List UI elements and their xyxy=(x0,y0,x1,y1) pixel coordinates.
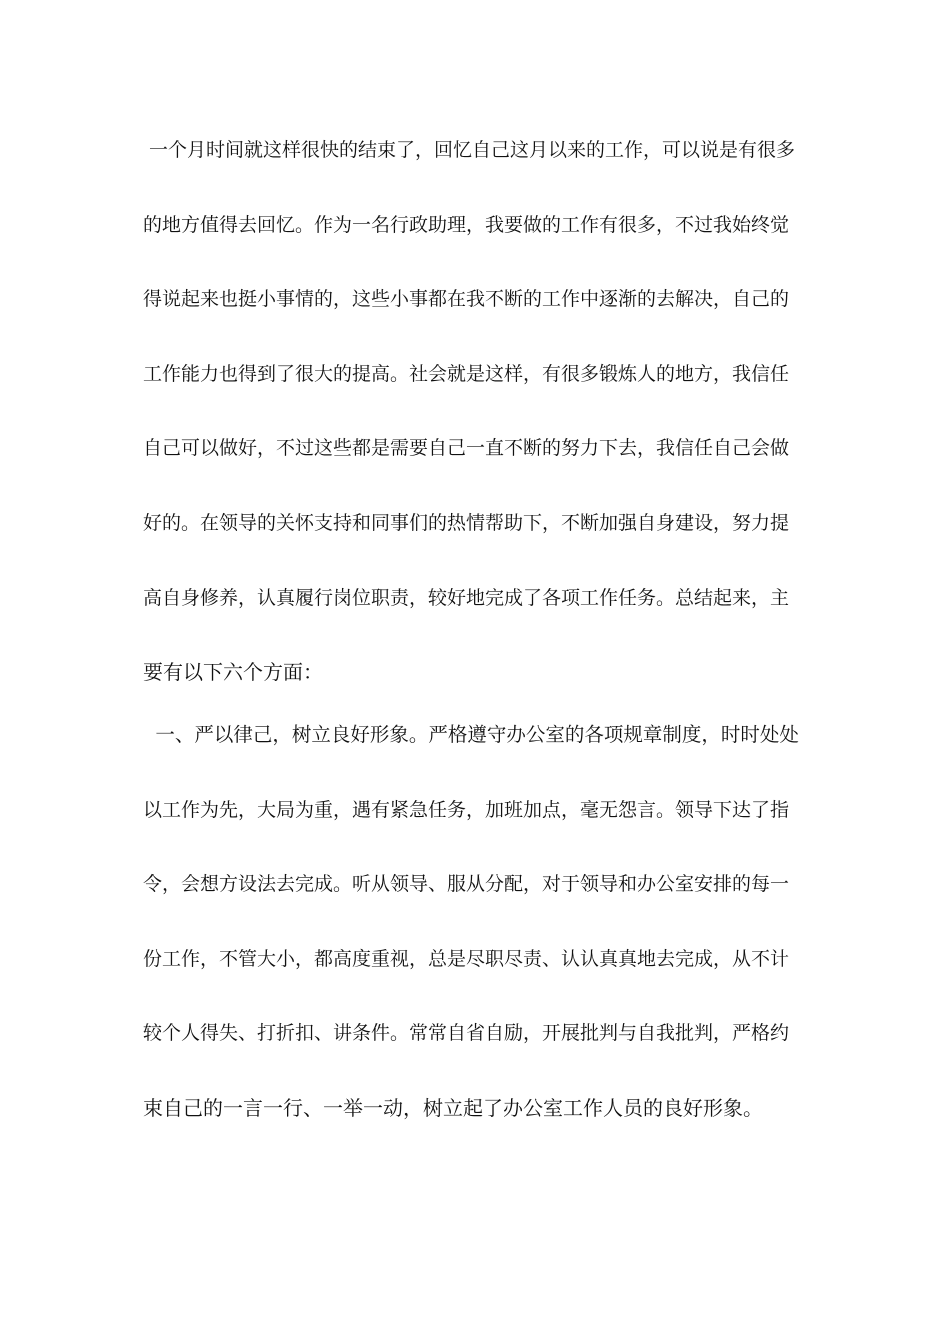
text-line: 高自身修养，认真履行岗位职责，较好地完成了各项工作任务。总结起来，主 xyxy=(143,587,790,609)
text-line: 令，会想方设法去完成。听从领导、服从分配，对于领导和办公室安排的每一 xyxy=(143,873,790,895)
text-line: 的地方值得去回忆。作为一名行政助理，我要做的工作有很多，不过我始终觉 xyxy=(143,214,790,236)
text-line: 束自己的一言一行、一举一动，树立起了办公室工作人员的良好形象。 xyxy=(143,1096,763,1120)
text-line: 要有以下六个方面： xyxy=(143,660,323,684)
text-line: 一、严以律己，树立良好形象。严格遵守办公室的各项规章制度，时时处处 xyxy=(143,723,799,746)
text-line: 好的。在领导的关怀支持和同事们的热情帮助下，不断加强自身建设，努力提 xyxy=(143,512,790,534)
text-line: 较个人得失、打折扣、讲条件。常常自省自励，开展批判与自我批判，严格约 xyxy=(143,1022,790,1044)
text-line: 工作能力也得到了很大的提高。社会就是这样，有很多锻炼人的地方，我信任 xyxy=(143,363,790,385)
text-line: 自己可以做好，不过这些都是需要自己一直不断的努力下去，我信任自己会做 xyxy=(143,437,790,459)
text-line: 份工作，不管大小，都高度重视，总是尽职尽责、认认真真地去完成，从不计 xyxy=(143,948,790,970)
text-line: 得说起来也挺小事情的，这些小事都在我不断的工作中逐渐的去解决，自己的 xyxy=(143,288,790,310)
text-line: 一个月时间就这样很快的结束了，回忆自己这月以来的工作，可以说是有很多 xyxy=(143,139,796,161)
text-line: 以工作为先，大局为重，遇有紧急任务，加班加点，毫无怨言。领导下达了指 xyxy=(143,799,790,821)
